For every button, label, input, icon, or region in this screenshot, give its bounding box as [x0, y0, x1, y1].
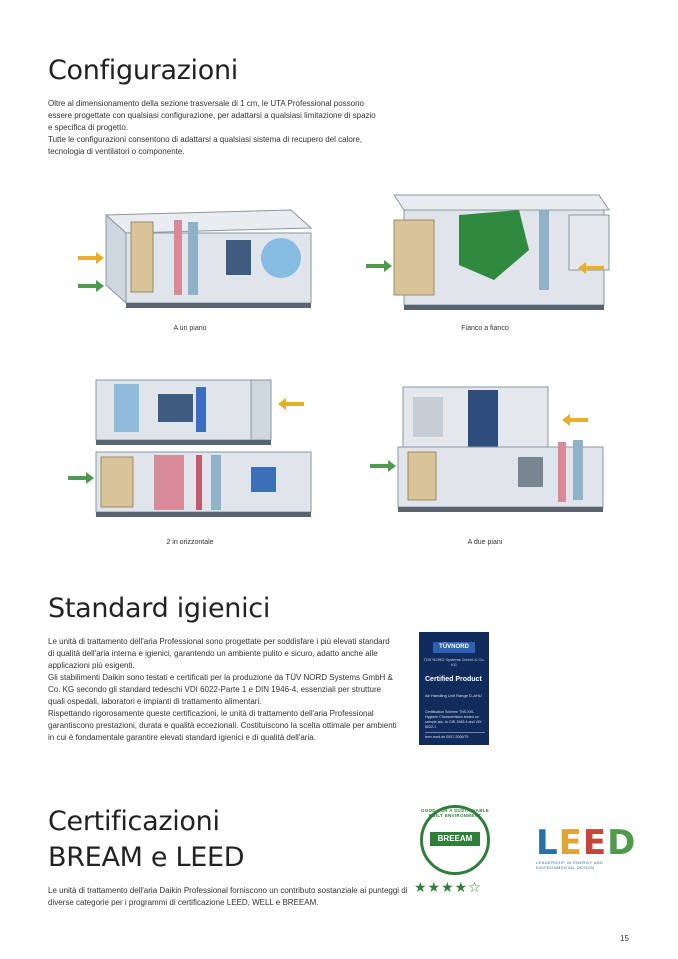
figure-single-level — [76, 200, 326, 315]
configurazioni-paragraph: Oltre al dimensionamento della sezione trasversale di 1 cm, le UTA Professional possono essere progettate con qualsiasi configurazione, per adattarsi a qualsiasi limitazione di spazio e specifica di progetto. Tutte le configurazioni consentono di adattarsi a qualsiasi sistema di recupero del calore, tecnologia di ventilatori o componente. — [48, 99, 376, 156]
leed-logo — [536, 823, 637, 870]
leed-tagline-2: ENVIRONMENTAL DESIGN — [536, 865, 595, 870]
tuv-nord-logo: TÜVNORD — [433, 642, 475, 653]
breeam-star-rating: ★★★★☆ — [414, 879, 482, 895]
tuv-scheme: Certification Scheme TNS-KKL Hygiene Characteristics tested on sample acc. to DIN 1946-4 and VDI 6022-1 — [425, 710, 482, 729]
caption-single-level: A un piano — [173, 325, 207, 332]
caption-side-by-side: Fianco a fianco — [461, 325, 509, 332]
figure-side-by-side — [364, 190, 614, 315]
tuv-footer: tuev-nord.de 0007-2008/79 — [425, 732, 485, 740]
standard-igienici-paragraph: Le unità di trattamento dell'aria Professional sono progettate per soddisfare i più elevati standard di qualità dell'aria interna e igienici, garantendo un ambiente pulito e sicuro, adatto anche alle applicazioni più esigenti. Gli stabilimenti Daikin sono testati e certificati per la produzione da TÜV NORD Systems GmbH & Co. KG secondo gli standard tedeschi VDI 6022-Parte 1 e DIN 1946-4, essenziali per strutture quali ospedali, laboratori e impianti di trattamento alimentari. Rispettando rigorosamente queste certificazioni, le unità di trattamento dell'aria Professional garantiscono prestazioni, durata e qualità eccezionali. Costituiscono la scelta ottimale per ambienti in cui è fondamentale garantire elevati standard igienici e di qualità dell'aria. — [48, 637, 397, 742]
breeam-ring-text: GOOD FOR A SUSTAINABLE BUILT ENVIRONMENT — [420, 808, 490, 818]
leed-tagline-1: LEADERSHIP IN ENERGY AND — [536, 860, 604, 865]
tuv-heading: Certified Product — [425, 676, 482, 683]
breeam-wordmark: BREEAM — [430, 832, 480, 846]
section-title-standard-igienici: Standard igienici — [48, 593, 271, 624]
leed-letter-d: D — [607, 823, 637, 863]
caption-two-level: A due piani — [467, 539, 503, 546]
figure-two-horizontal — [66, 372, 326, 527]
leed-letter-l: L — [536, 823, 559, 863]
caption-two-horizontal: 2 in orizzontale — [166, 539, 214, 546]
certificazioni-paragraph: Le unità di trattamento dell'aria Daikin Professional forniscono un contributo sostanziale ai punteggi di diverse categorie per i programmi di certificazione LEED, WELL e BREEAM. — [48, 886, 408, 907]
section-title-bream-leed: BREAM e LEED — [48, 842, 245, 873]
tuv-product: Air Handling Unit Range D-AHU — [425, 693, 482, 698]
figure-two-level — [368, 382, 608, 517]
leed-letter-e2: E — [582, 823, 608, 863]
tuv-nord-certificate — [419, 632, 489, 745]
section-title-configurazioni: Configurazioni — [48, 55, 238, 86]
breeam-badge — [416, 805, 494, 883]
tuv-issuer: TÜV NORD Systems GmbH & Co. KG — [423, 657, 485, 667]
section-title-certificazioni: Certificazioni — [48, 806, 220, 837]
leed-letter-e1: E — [558, 823, 583, 863]
page-number: 15 — [620, 934, 629, 943]
